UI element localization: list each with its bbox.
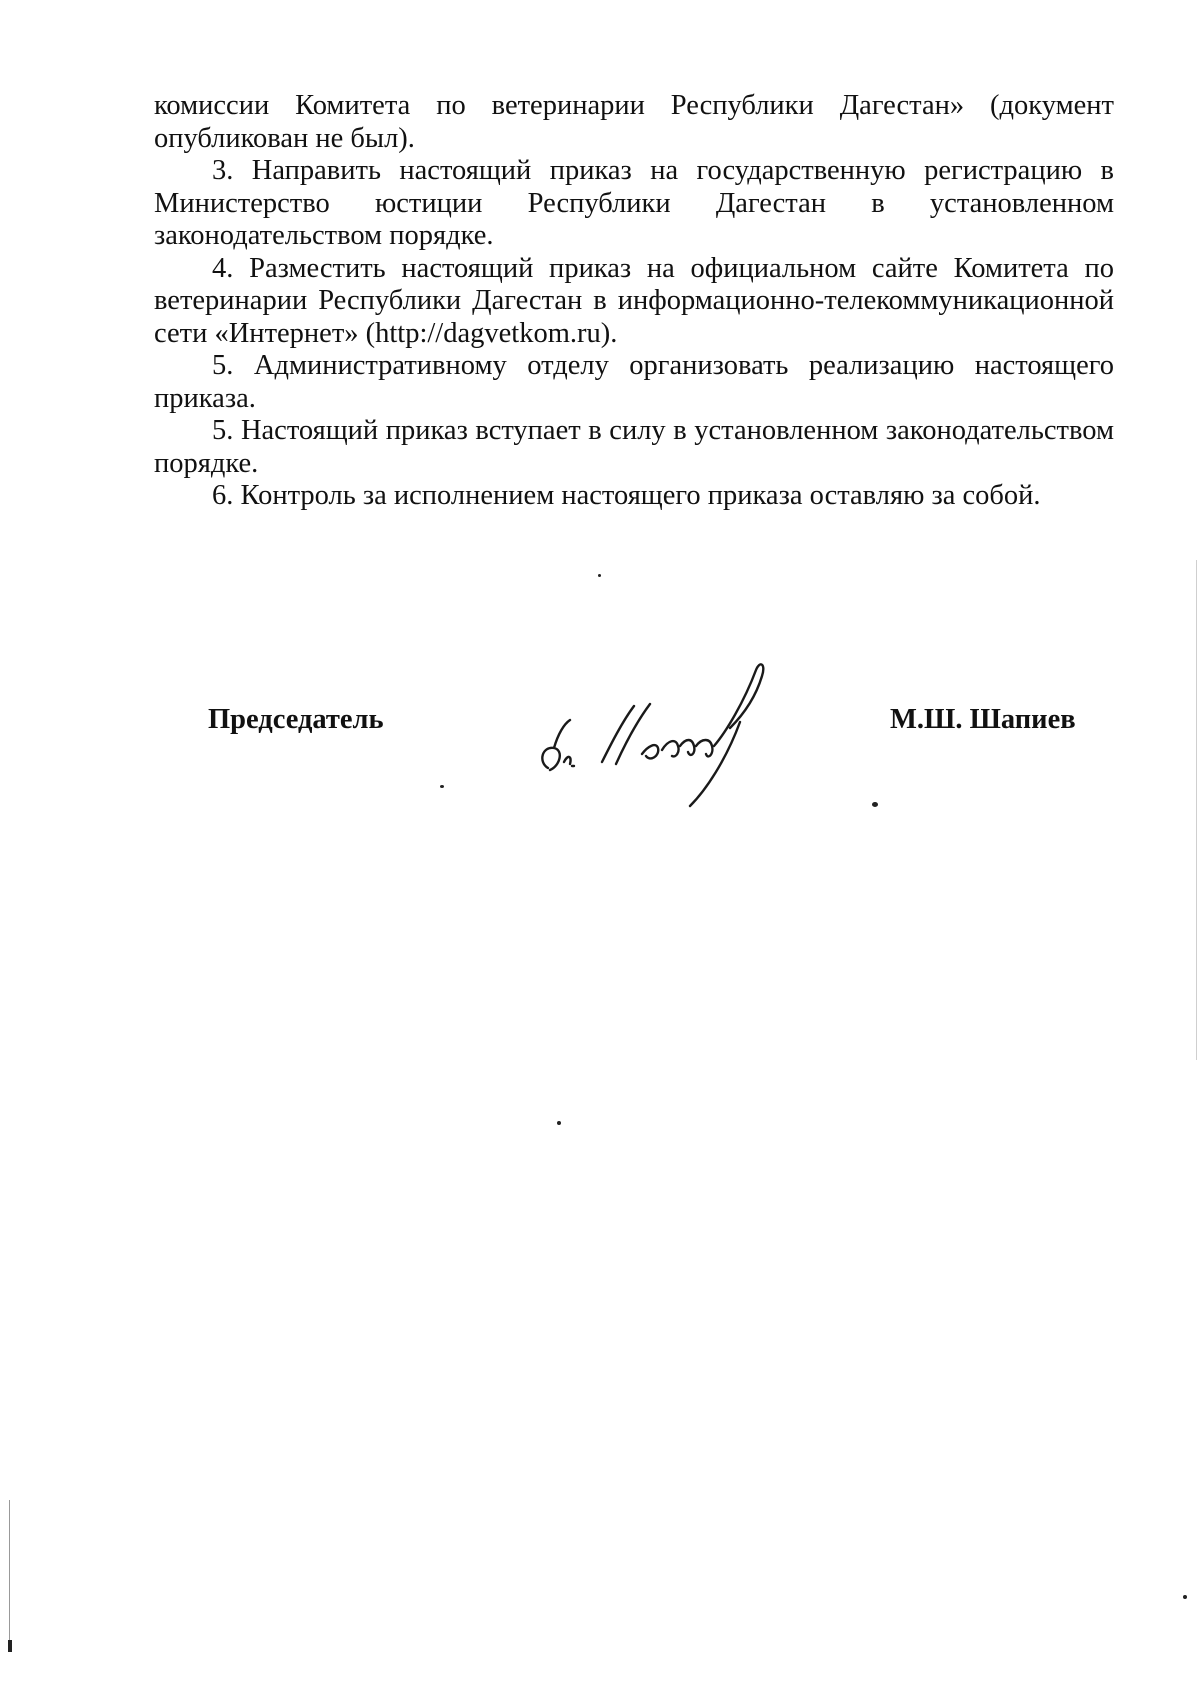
paragraph-item-3: 3. Направить настоящий приказ на государственную регистрацию в Министерство юстиции Республики Дагестан в установленном законодательством порядке. <box>154 155 1114 251</box>
document-body <box>154 90 1114 513</box>
signatory-title: Председатель <box>208 704 384 735</box>
paragraph-continuation: комиссии Комитета по ветеринарии Республики Дагестан» (документ опубликован не был). <box>154 90 1114 154</box>
scan-speck <box>598 574 601 577</box>
scan-edge-line <box>1196 560 1197 1060</box>
paragraph-item-4: 4. Разместить настоящий приказ на официальном сайте Комитета по ветеринарии Республики Дагестан в информационно-телекоммуникационной сети «Интернет» (http://dagvetkom.ru). <box>154 252 1114 349</box>
scan-edge-line <box>8 1640 12 1652</box>
scan-edge-line <box>9 1500 10 1650</box>
paragraph-item-6: 6. Контроль за исполнением настоящего приказа оставляю за собой. <box>212 480 1041 511</box>
signature-block <box>0 690 1200 810</box>
handwritten-signature <box>530 650 830 810</box>
paragraph-item-5b: 5. Настоящий приказ вступает в силу в установленном законодательством порядке. <box>154 415 1114 479</box>
paragraph-item-5a: 5. Административному отделу организовать реализацию настоящего приказа. <box>154 350 1114 414</box>
scan-speck <box>872 802 878 807</box>
scan-speck <box>440 785 444 788</box>
signatory-name: М.Ш. Шапиев <box>890 704 1076 735</box>
scan-speck <box>557 1121 561 1125</box>
scan-speck <box>1183 1595 1187 1599</box>
